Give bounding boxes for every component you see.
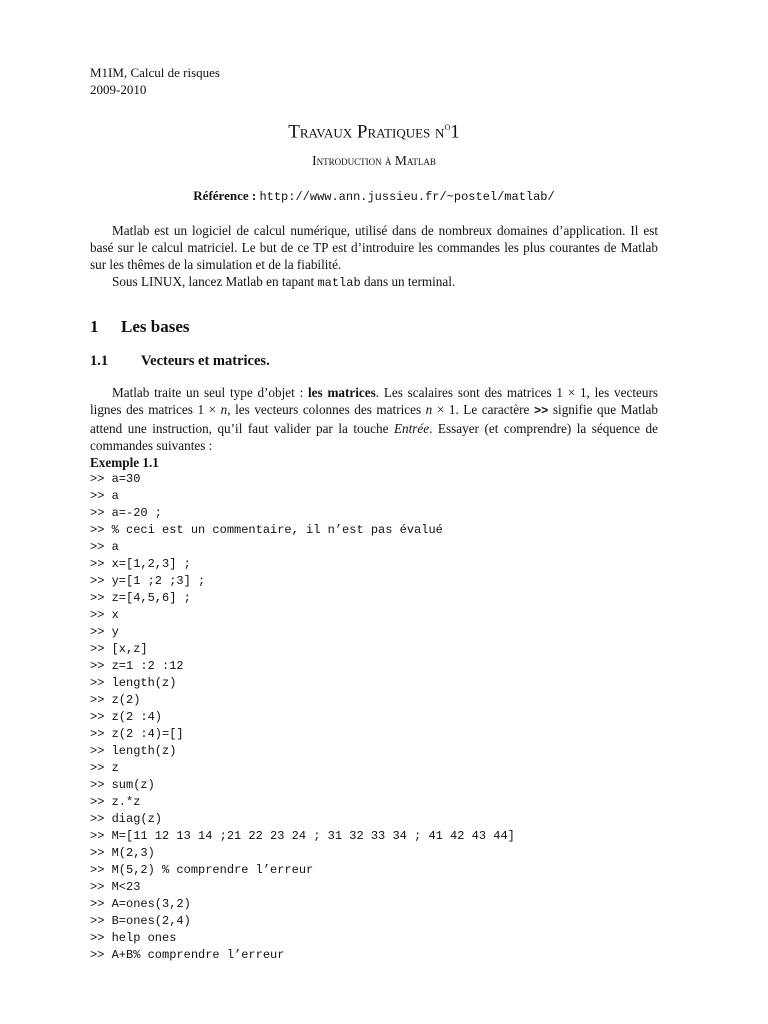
document-title: [90, 116, 658, 143]
matlab-command: matlab: [317, 276, 361, 291]
para-var-n-1: n: [220, 402, 228, 418]
code-line: >> z(2 :4)=[]: [90, 727, 184, 742]
document-page: [90, 64, 658, 964]
title-number: 1: [450, 121, 460, 143]
subsection-heading: [90, 352, 658, 371]
code-line: >> M(2,3): [90, 846, 155, 861]
para-entree: Entrée: [393, 421, 430, 437]
course-name: M1IM, Calcul de risques: [90, 65, 220, 80]
para-text-3: , les vecteurs colonnes des matrices: [227, 402, 426, 418]
code-line: >> help ones: [90, 931, 177, 946]
code-line: >> length(z): [90, 676, 177, 691]
code-line: >> a: [90, 540, 119, 555]
code-listing: [90, 471, 658, 964]
linux-text-after: dans un terminal.: [360, 274, 456, 290]
code-line: >> z=1 :2 :12: [90, 659, 184, 674]
code-line: >> z(2): [90, 693, 141, 708]
intro-paragraph: Matlab est un logiciel de calcul numérique, utilisé dans de nombreux domaines d’application. Il est basé sur le calcul matriciel. Le but de ce TP est d’introduire les commandes les plus courantes de Matlab sur les thêmes de la simulation et de la fiabilité.: [90, 223, 658, 273]
code-line: >> a=-20 ;: [90, 506, 163, 521]
para-bold: les matrices: [308, 385, 376, 401]
reference-url[interactable]: http://www.ann.jussieu.fr/~postel/matlab/: [259, 190, 555, 205]
para-text-2: . Les scalaires sont des matrices 1 × 1, les vecteurs lignes des matrices 1 ×: [90, 385, 658, 418]
linux-paragraph: [90, 273, 658, 292]
linux-text-before: Sous LINUX, lancez Matlab en tapant: [112, 274, 318, 290]
code-line: >> M<23: [90, 880, 141, 895]
subsection-title: Vecteurs et matrices.: [141, 353, 270, 370]
matrices-paragraph: [90, 384, 658, 454]
code-line: >> z(2 :4): [90, 710, 163, 725]
code-line: >> x=[1,2,3] ;: [90, 557, 191, 572]
reference-label: Référence :: [193, 188, 257, 204]
para-text-6: . Essayer (et comprendre) la séquence de commandes suivantes :: [90, 421, 659, 454]
para-text-4: × 1. Le caractère: [432, 402, 534, 418]
code-line: >> [x,z]: [90, 642, 148, 657]
title-main: Travaux Pratiques n: [288, 121, 445, 143]
code-line: >> % ceci est un commentaire, il n’est pas évalué: [90, 523, 443, 538]
title-sup: o: [444, 121, 451, 133]
code-line: >> A=ones(3,2): [90, 897, 191, 912]
para-var-n-2: n: [425, 402, 433, 418]
code-line: >> diag(z): [90, 812, 163, 827]
code-line: >> sum(z): [90, 778, 155, 793]
document-subtitle: Introduction à Matlab: [312, 153, 436, 169]
section-heading: [90, 316, 658, 338]
reference-line: [90, 187, 658, 206]
section-title: Les bases: [121, 317, 190, 337]
example-title: Exemple 1.1: [90, 455, 159, 471]
code-line: >> y: [90, 625, 119, 640]
code-line: >> B=ones(2,4): [90, 914, 191, 929]
code-line: >> M(5,2) % comprendre l’erreur: [90, 863, 314, 878]
code-line: >> z: [90, 761, 119, 776]
academic-year: 2009-2010: [90, 82, 147, 97]
code-line: >> a: [90, 489, 119, 504]
code-line: >> y=[1 ;2 ;3] ;: [90, 574, 206, 589]
section-number: 1: [90, 317, 99, 337]
para-text-5: signifie que Matlab attend une instruction, qu’il faut valider par la touche: [90, 402, 659, 437]
para-text-1: Matlab traite un seul type d’objet :: [112, 385, 309, 401]
para-prompt: >>: [533, 404, 549, 419]
code-line: >> M=[11 12 13 14 ;21 22 23 24 ; 31 32 33 34 ; 41 42 43 44]: [90, 829, 515, 844]
subsection-number: 1.1: [90, 353, 109, 370]
code-line: >> z.*z: [90, 795, 141, 810]
code-line: >> z=[4,5,6] ;: [90, 591, 191, 606]
code-line: >> a=30: [90, 472, 141, 487]
code-line: >> length(z): [90, 744, 177, 759]
code-line: >> A+B% comprendre l’erreur: [90, 948, 285, 963]
code-line: >> x: [90, 608, 119, 623]
